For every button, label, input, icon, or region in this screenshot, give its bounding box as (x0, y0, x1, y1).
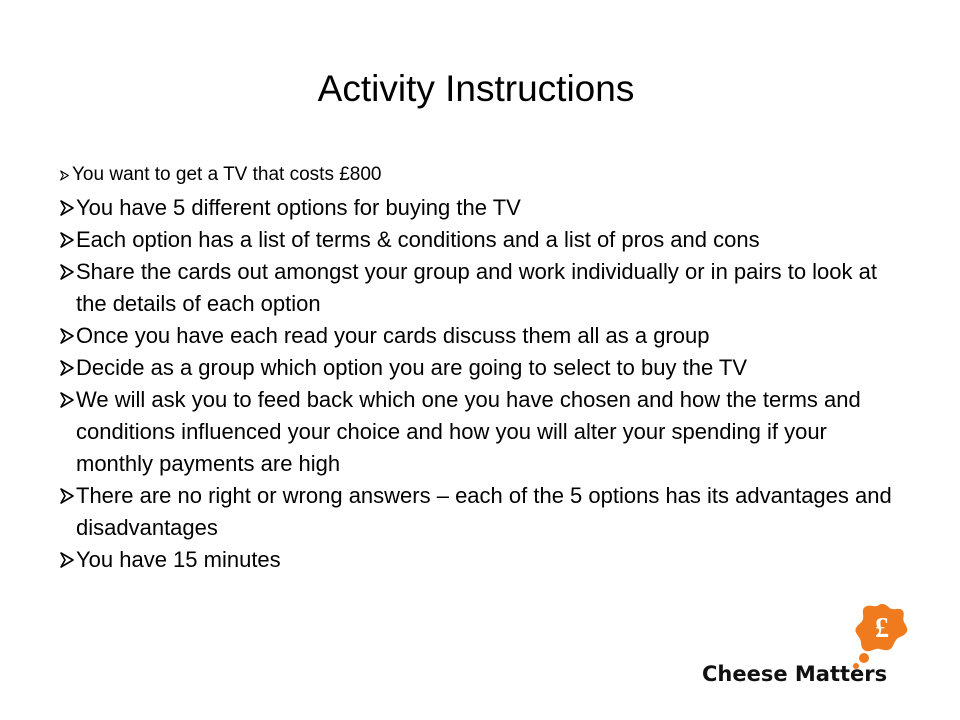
list-item (60, 352, 900, 384)
list-item (60, 256, 900, 320)
arrow-bullet-icon (60, 488, 74, 504)
bullet-text: We will ask you to feed back which one you have chosen and how the terms and conditions influenced your choice and how you will alter your spending if your monthly payments are high (76, 387, 861, 476)
bullet-text: Share the cards out amongst your group and work individually or in pairs to look at the details of each option (76, 259, 877, 316)
arrow-bullet-icon (60, 392, 74, 408)
slide-title: Activity Instructions (317, 68, 635, 109)
bullet-text: There are no right or wrong answers – each of the 5 options has its advantages and disadvantages (76, 483, 892, 540)
list-item (60, 544, 900, 576)
cheese-matters-logo (702, 600, 914, 695)
arrow-bullet-icon (60, 552, 74, 568)
bullet-text: You have 15 minutes (76, 547, 281, 572)
arrow-bullet-icon (60, 200, 74, 216)
list-item (60, 320, 900, 352)
bullet-text: Each option has a list of terms & conditions and a list of pros and cons (76, 227, 760, 252)
arrow-bullet-icon (60, 170, 69, 181)
list-item (60, 192, 900, 224)
list-item (60, 384, 900, 480)
bullet-text: Decide as a group which option you are going to select to buy the TV (76, 355, 748, 380)
logo-symbol: £ (875, 613, 889, 644)
instruction-list (60, 160, 900, 576)
list-item (60, 160, 900, 190)
bullet-text: You have 5 different options for buying the TV (76, 195, 521, 220)
list-item (60, 480, 900, 544)
bullet-text: Once you have each read your cards discuss them all as a group (76, 323, 710, 348)
arrow-bullet-icon (60, 232, 74, 248)
arrow-bullet-icon (60, 328, 74, 344)
arrow-bullet-icon (60, 264, 74, 280)
list-item (60, 224, 900, 256)
arrow-bullet-icon (60, 360, 74, 376)
logo-wordmark: Cheese Matters (702, 662, 888, 686)
bullet-text: You want to get a TV that costs £800 (72, 164, 382, 185)
